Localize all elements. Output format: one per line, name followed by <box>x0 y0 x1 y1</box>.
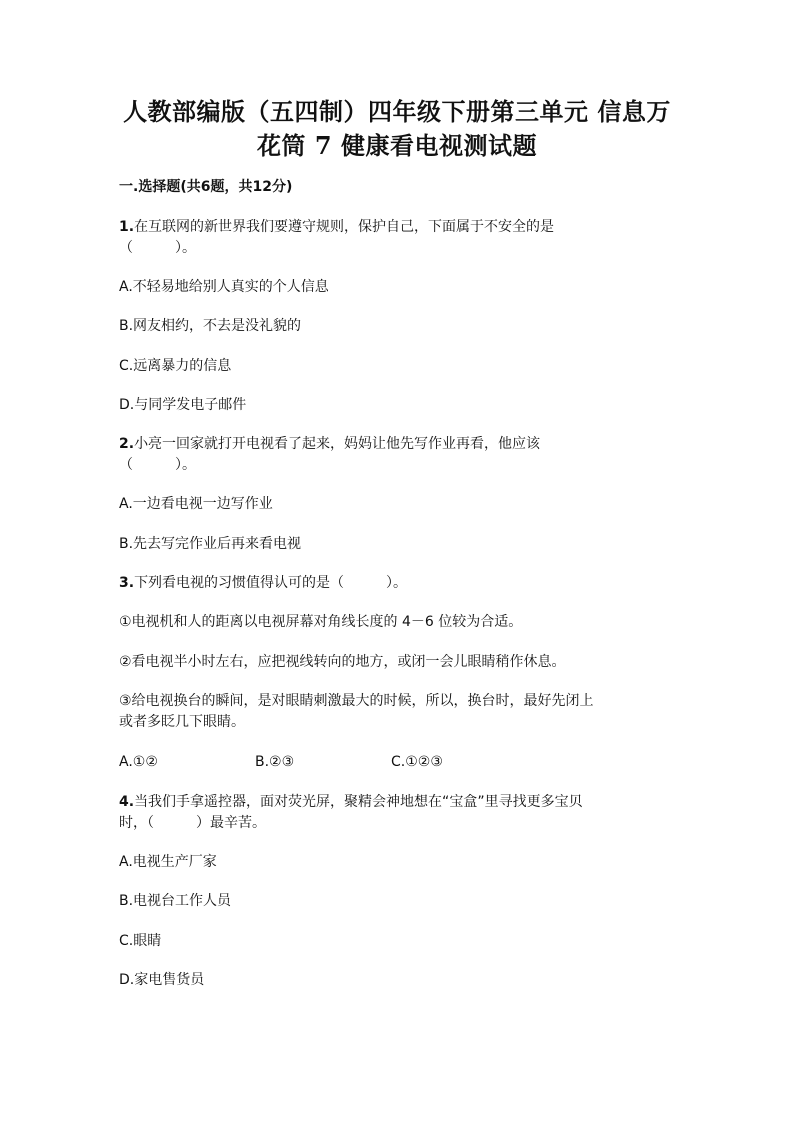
question-number: 1. <box>119 219 135 235</box>
question-2-option-a: A.一边看电视一边写作业 <box>119 496 273 512</box>
question-3-statement-3: ③给电视换台的瞬间，是对眼睛刺激最大的时候，所以，换台时，最好先闭上 <box>119 693 594 709</box>
question-2-stem <box>119 434 540 454</box>
question-3-stem <box>119 573 407 593</box>
question-4-option-c: C.眼睛 <box>119 933 162 949</box>
document-title-line-1: 人教部编版（五四制）四年级下册第三单元 信息万 <box>123 97 671 126</box>
question-4-option-d: D.家电售货员 <box>119 972 205 988</box>
question-2-option-b: B.先去写完作业后再来看电视 <box>119 536 302 552</box>
question-3-statement-1: ①电视机和人的距离以电视屏幕对角线长度的 4－6 位较为合适。 <box>119 614 523 630</box>
question-3-statement-2: ②看电视半小时左右，应把视线转向的地方，或闭一会儿眼睛稍作休息。 <box>119 654 566 670</box>
question-3-option-a: A.①② <box>119 754 158 770</box>
question-1-option-b: B.网友相约，不去是没礼貌的 <box>119 318 302 334</box>
question-text: 小亮一回家就打开电视看了起来，妈妈让他先写作业再看，他应该 <box>134 436 541 452</box>
question-2-stem-cont: （ ）。 <box>119 457 196 473</box>
question-3-option-b: B.②③ <box>255 754 295 770</box>
question-4-stem <box>119 792 583 812</box>
document-title-line-2: 花筒 7 健康看电视测试题 <box>257 131 537 160</box>
question-text: 当我们手拿遥控器，面对荧光屏，聚精会神地想在“宝盒”里寻找更多宝贝 <box>134 794 583 810</box>
question-4-stem-cont: 时，（ ）最辛苦。 <box>119 815 266 831</box>
question-3-option-c: C.①②③ <box>391 754 443 770</box>
question-1-option-d: D.与同学发电子邮件 <box>119 397 247 413</box>
question-text: 下列看电视的习惯值得认可的是（ ）。 <box>134 575 408 591</box>
question-1-stem <box>119 217 554 237</box>
question-text: 在互联网的新世界我们要遵守规则，保护自己，下面属于不安全的是 <box>134 219 555 235</box>
question-1-stem-cont: （ ）。 <box>119 240 196 256</box>
question-1-option-a: A.不轻易地给别人真实的个人信息 <box>119 279 329 295</box>
question-number: 3. <box>119 575 135 591</box>
question-4-option-b: B.电视台工作人员 <box>119 893 232 909</box>
question-1-option-c: C.远离暴力的信息 <box>119 358 232 374</box>
question-number: 4. <box>119 794 135 810</box>
section-heading: 一.选择题(共6题，共12分) <box>119 179 293 195</box>
question-4-option-a: A.电视生产厂家 <box>119 854 217 870</box>
question-3-statement-3-cont: 或者多眨几下眼睛。 <box>119 714 245 730</box>
question-number: 2. <box>119 436 135 452</box>
